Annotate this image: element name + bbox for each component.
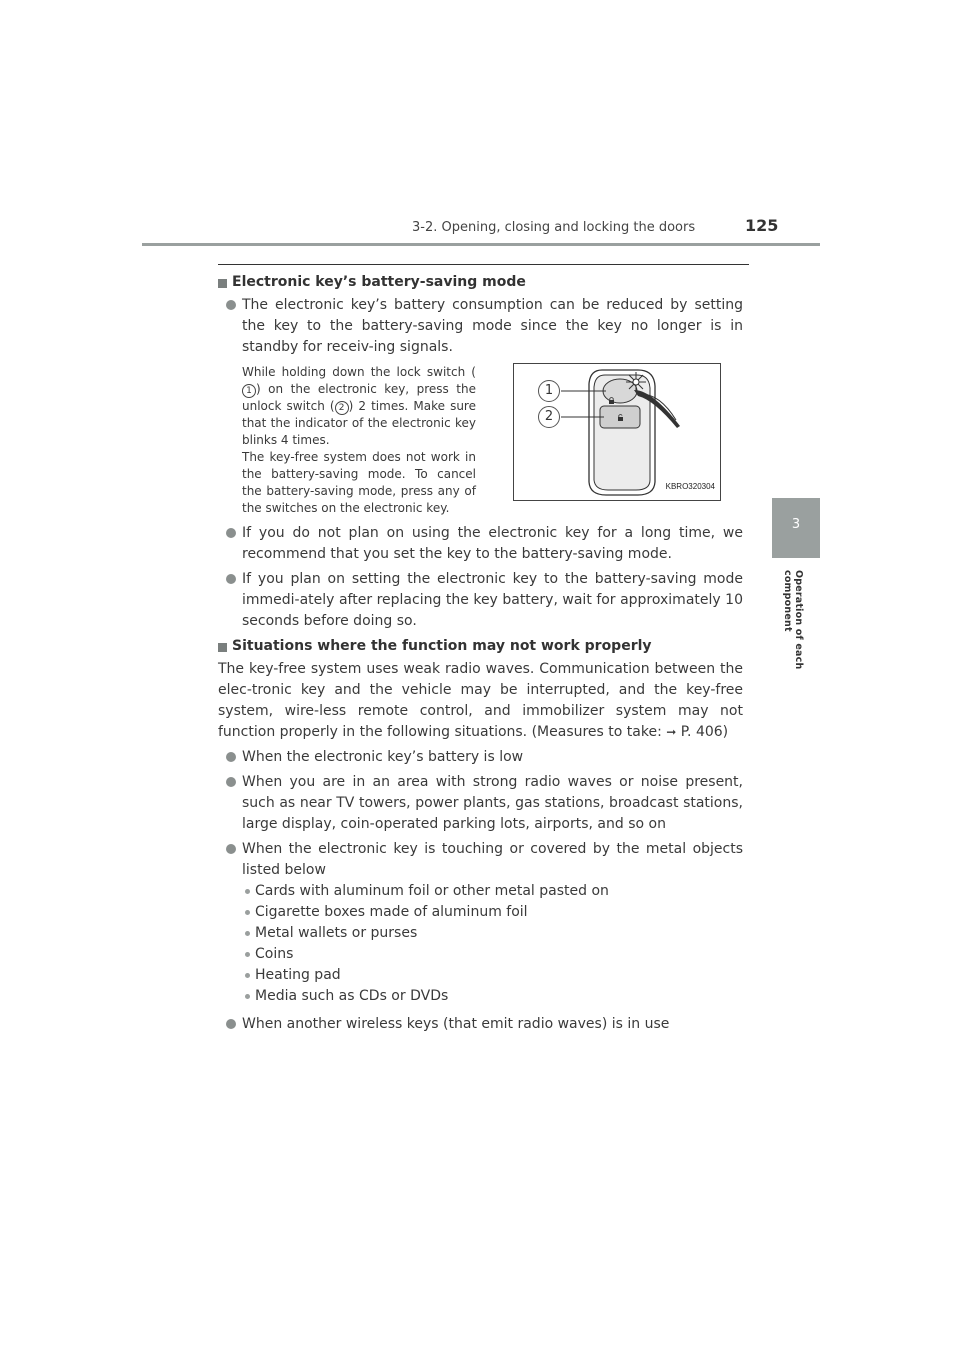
sub-list-item-text: Cards with aluminum foil or other metal pasted on [255, 883, 609, 899]
indicator-blink-icon [626, 372, 646, 392]
section-heading-text: Electronic key’s battery-saving mode [232, 274, 526, 290]
header-divider [142, 243, 820, 246]
figure-row [218, 362, 743, 520]
section-heading-situations [218, 636, 743, 657]
list-item [218, 1014, 743, 1035]
sub-list-item-text: Cigarette boxes made of aluminum foil [255, 904, 528, 920]
bullet-dot-icon [226, 574, 236, 584]
sub-bullet-icon [245, 994, 250, 999]
sub-list-item-text: Heating pad [255, 967, 341, 983]
caption-text: The key-free system does not work in the battery-saving mode. To cancel the battery-saving mode, press any of the switches on the electronic key. [242, 450, 476, 515]
list-item-text: If you plan on setting the electronic key to the battery-saving mode immedi-ately after replacing the key battery, wait for approximately 10 seconds before doing so. [242, 571, 743, 629]
bullet-dot-icon [226, 752, 236, 762]
page-reference-link[interactable]: P. 406) [680, 724, 729, 740]
padlock-icon [609, 400, 614, 404]
figure-caption [242, 364, 476, 517]
bullet-dot-icon [226, 844, 236, 854]
sub-list-item-text: Coins [255, 946, 294, 962]
intro-paragraph [218, 659, 743, 743]
list-item [218, 569, 743, 632]
callout-2: 2 [538, 406, 560, 428]
sub-bullet-icon [245, 952, 250, 957]
bullet-dot-icon [226, 777, 236, 787]
bullet-dot-icon [226, 300, 236, 310]
arrow-right-icon: ➞ [666, 725, 677, 739]
page-number: 125 [745, 216, 779, 235]
square-bullet-icon [218, 643, 227, 652]
callout-1: 1 [538, 380, 560, 402]
sub-list-item-text: Media such as CDs or DVDs [255, 988, 449, 1004]
list-item-text: When you are in an area with strong radio waves or noise present, such as near TV towers, power plants, gas stations, broadcast stations, large display, coin-operated parking lots, airports, and so on [242, 774, 743, 832]
chapter-number: 3 [791, 517, 801, 532]
bullet-dot-icon [226, 1019, 236, 1029]
circled-number: 2 [335, 401, 349, 415]
bullet-dot-icon [226, 528, 236, 538]
caption-text: ) 2 times. Make sure that the indicator of the electronic key blinks 4 times. [242, 399, 476, 447]
sub-bullet-icon [245, 910, 250, 915]
list-item-text: When the electronic key’s battery is low [242, 749, 524, 765]
header-section-title: 3-2. Opening, closing and locking the doors [412, 220, 696, 235]
list-item [218, 295, 743, 358]
caption-text: While holding down the lock switch ( [242, 365, 476, 379]
padlock-open-icon [618, 417, 623, 421]
caption-text: ) on the electronic key, press the unlock switch ( [242, 382, 476, 413]
list-item-text: If you do not plan on using the electronic key for a long time, we recommend that you set the key to the battery-saving mode. [242, 525, 743, 562]
list-item [218, 772, 743, 835]
sub-list-item-text: Metal wallets or purses [255, 925, 418, 941]
sub-list-item [218, 944, 743, 965]
square-bullet-icon [218, 279, 227, 288]
page-content [218, 272, 743, 1039]
content-divider [218, 264, 749, 265]
sub-bullet-icon [245, 973, 250, 978]
list-item-text: When the electronic key is touching or covered by the metal objects listed below [242, 841, 743, 878]
list-item [218, 839, 743, 881]
figure-code: KBRO320304 [665, 482, 715, 491]
paragraph-text: The key-free system uses weak radio waves. Communication between the elec-tronic key and the vehicle may be interrupted, and the key-free system, wire-less remote control, and immobilizer system may not function properly in the following situations. (Measures to take: [218, 661, 743, 740]
list-item [218, 523, 743, 565]
chapter-label: Operation of each component [782, 570, 804, 670]
sub-list-item [218, 881, 743, 902]
lock-switch-icon [603, 379, 637, 403]
sub-bullet-icon [245, 889, 250, 894]
circled-number: 1 [242, 384, 256, 398]
sub-list-item [218, 965, 743, 986]
list-item-text: The electronic key’s battery consumption can be reduced by setting the key to the battery-saving mode since the key no longer is in standby for receiv-ing signals. [242, 297, 743, 355]
key-fob-illustration [513, 363, 721, 501]
sub-list-item [218, 902, 743, 923]
chapter-tab [772, 498, 820, 558]
section-heading-text: Situations where the function may not work properly [232, 638, 652, 654]
section-heading-battery-saving [218, 272, 743, 293]
sub-bullet-icon [245, 931, 250, 936]
sub-list-item [218, 923, 743, 944]
list-item-text: When another wireless keys (that emit radio waves) is in use [242, 1016, 670, 1032]
sub-list-item [218, 986, 743, 1007]
list-item [218, 747, 743, 768]
